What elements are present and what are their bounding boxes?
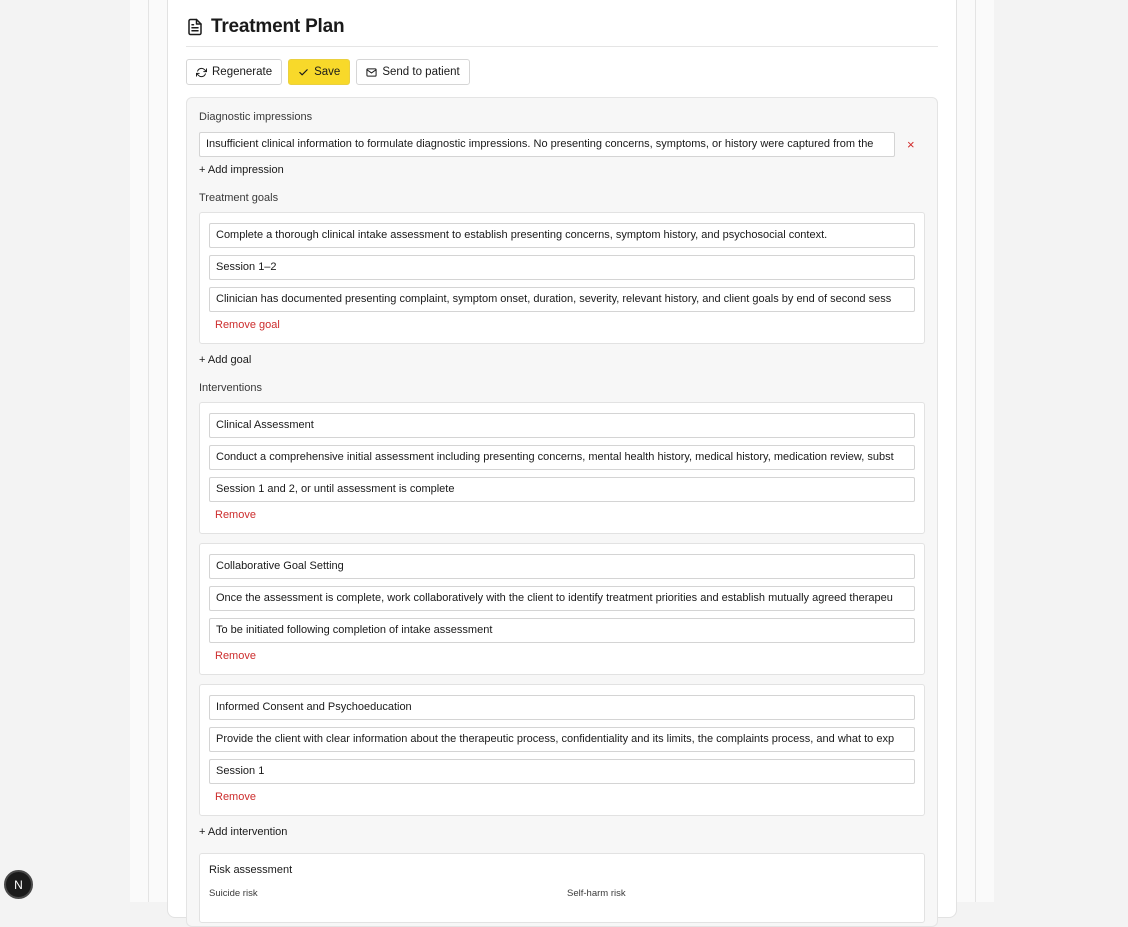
risk-assessment-title: Risk assessment	[209, 864, 293, 876]
regenerate-button[interactable]	[186, 59, 282, 85]
treatment-goals-label: Treatment goals	[199, 192, 279, 204]
refresh-icon	[196, 67, 207, 78]
page-title: Treatment Plan	[211, 16, 345, 37]
goal-timeframe-input[interactable]: Session 1–2	[209, 255, 915, 280]
suicide-risk-label: Suicide risk	[209, 888, 258, 899]
check-icon	[298, 67, 309, 78]
intervention-description-input[interactable]: Once the assessment is complete, work collaboratively with the client to identify treatment priorities and establish mutually agreed therapeu	[209, 586, 915, 611]
add-intervention-button[interactable]: + Add intervention	[199, 826, 288, 838]
dev-tools-badge[interactable]: N	[4, 870, 33, 899]
diagnostic-impressions-label: Diagnostic impressions	[199, 111, 313, 123]
regenerate-label: Regenerate	[212, 66, 273, 78]
mail-icon	[366, 67, 377, 78]
intervention-description-input[interactable]: Provide the client with clear information about the therapeutic process, confidentiality and its limits, the complaints process, and what to exp	[209, 727, 915, 752]
intervention-timing-input[interactable]: Session 1	[209, 759, 915, 784]
remove-intervention-button[interactable]: Remove	[215, 791, 256, 803]
remove-goal-button[interactable]: Remove goal	[215, 319, 280, 331]
toolbar	[186, 59, 470, 85]
add-impression-button[interactable]: + Add impression	[199, 164, 284, 176]
goal-measure-input[interactable]: Clinician has documented presenting complaint, symptom onset, duration, severity, relevant history, and client goals by end of second sess	[209, 287, 915, 312]
remove-intervention-button[interactable]: Remove	[215, 650, 256, 662]
interventions-label: Interventions	[199, 382, 262, 394]
self-harm-risk-label: Self-harm risk	[567, 888, 626, 899]
save-label: Save	[314, 66, 341, 78]
remove-impression-button[interactable]: ×	[907, 137, 915, 152]
intervention-name-input[interactable]: Informed Consent and Psychoeducation	[209, 695, 915, 720]
save-button[interactable]	[288, 59, 350, 85]
send-to-patient-label: Send to patient	[382, 66, 460, 78]
intervention-timing-input[interactable]: Session 1 and 2, or until assessment is complete	[209, 477, 915, 502]
intervention-timing-input[interactable]: To be initiated following completion of intake assessment	[209, 618, 915, 643]
document-icon	[186, 18, 204, 36]
risk-assessment-card	[199, 853, 925, 923]
page-header	[186, 10, 938, 47]
intervention-name-input[interactable]: Clinical Assessment	[209, 413, 915, 438]
diagnostic-impression-input[interactable]: Insufficient clinical information to formulate diagnostic impressions. No presenting concerns, symptoms, or history were captured from the	[199, 132, 895, 157]
intervention-name-input[interactable]: Collaborative Goal Setting	[209, 554, 915, 579]
intervention-description-input[interactable]: Conduct a comprehensive initial assessment including presenting concerns, mental health history, medical history, medication review, subst	[209, 445, 915, 470]
add-goal-button[interactable]: + Add goal	[199, 354, 252, 366]
send-to-patient-button[interactable]	[356, 59, 469, 85]
remove-intervention-button[interactable]: Remove	[215, 509, 256, 521]
goal-description-input[interactable]: Complete a thorough clinical intake assessment to establish presenting concerns, symptom history, and psychosocial context.	[209, 223, 915, 248]
